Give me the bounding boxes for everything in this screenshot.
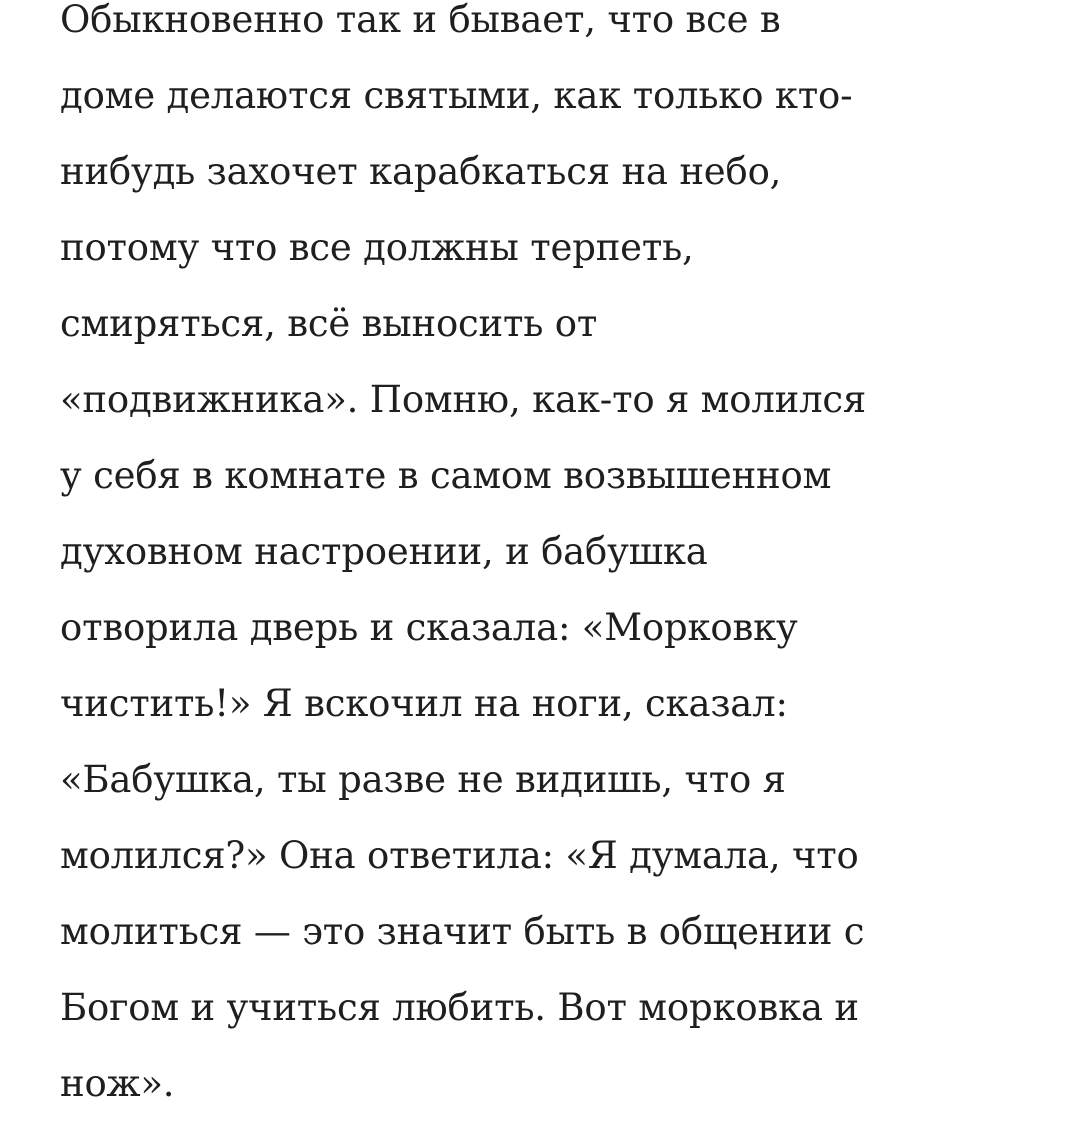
text-line: нож». — [60, 1062, 175, 1105]
text-line: молиться — это значит быть в общении с — [60, 910, 865, 953]
text-line: нибудь захочет карабкаться на небо, — [60, 150, 782, 193]
text-line: духовном настроении, и бабушка — [60, 530, 708, 573]
text-line: «Бабушка, ты разве не видишь, что я — [60, 758, 786, 801]
text-line: доме делаются святыми, как только кто- — [60, 74, 853, 117]
text-line: у себя в комнате в самом возвышенном — [60, 454, 832, 497]
text-line: чистить!» Я вскочил на ноги, сказал: — [60, 682, 788, 725]
text-line: Богом и учиться любить. Вот морковка и — [60, 986, 859, 1029]
text-line: смиряться, всё выносить от — [60, 302, 598, 345]
text-line: потому что все должны терпеть, — [60, 226, 694, 269]
article-body — [60, 0, 1060, 1122]
text-line: молился?» Она ответила: «Я думала, что — [60, 834, 859, 877]
text-line: Обыкновенно так и бывает, что все в — [60, 0, 781, 41]
text-line: отворила дверь и сказала: «Морковку — [60, 606, 798, 649]
text-line: «подвижника». Помню, как-то я молился — [60, 378, 867, 421]
